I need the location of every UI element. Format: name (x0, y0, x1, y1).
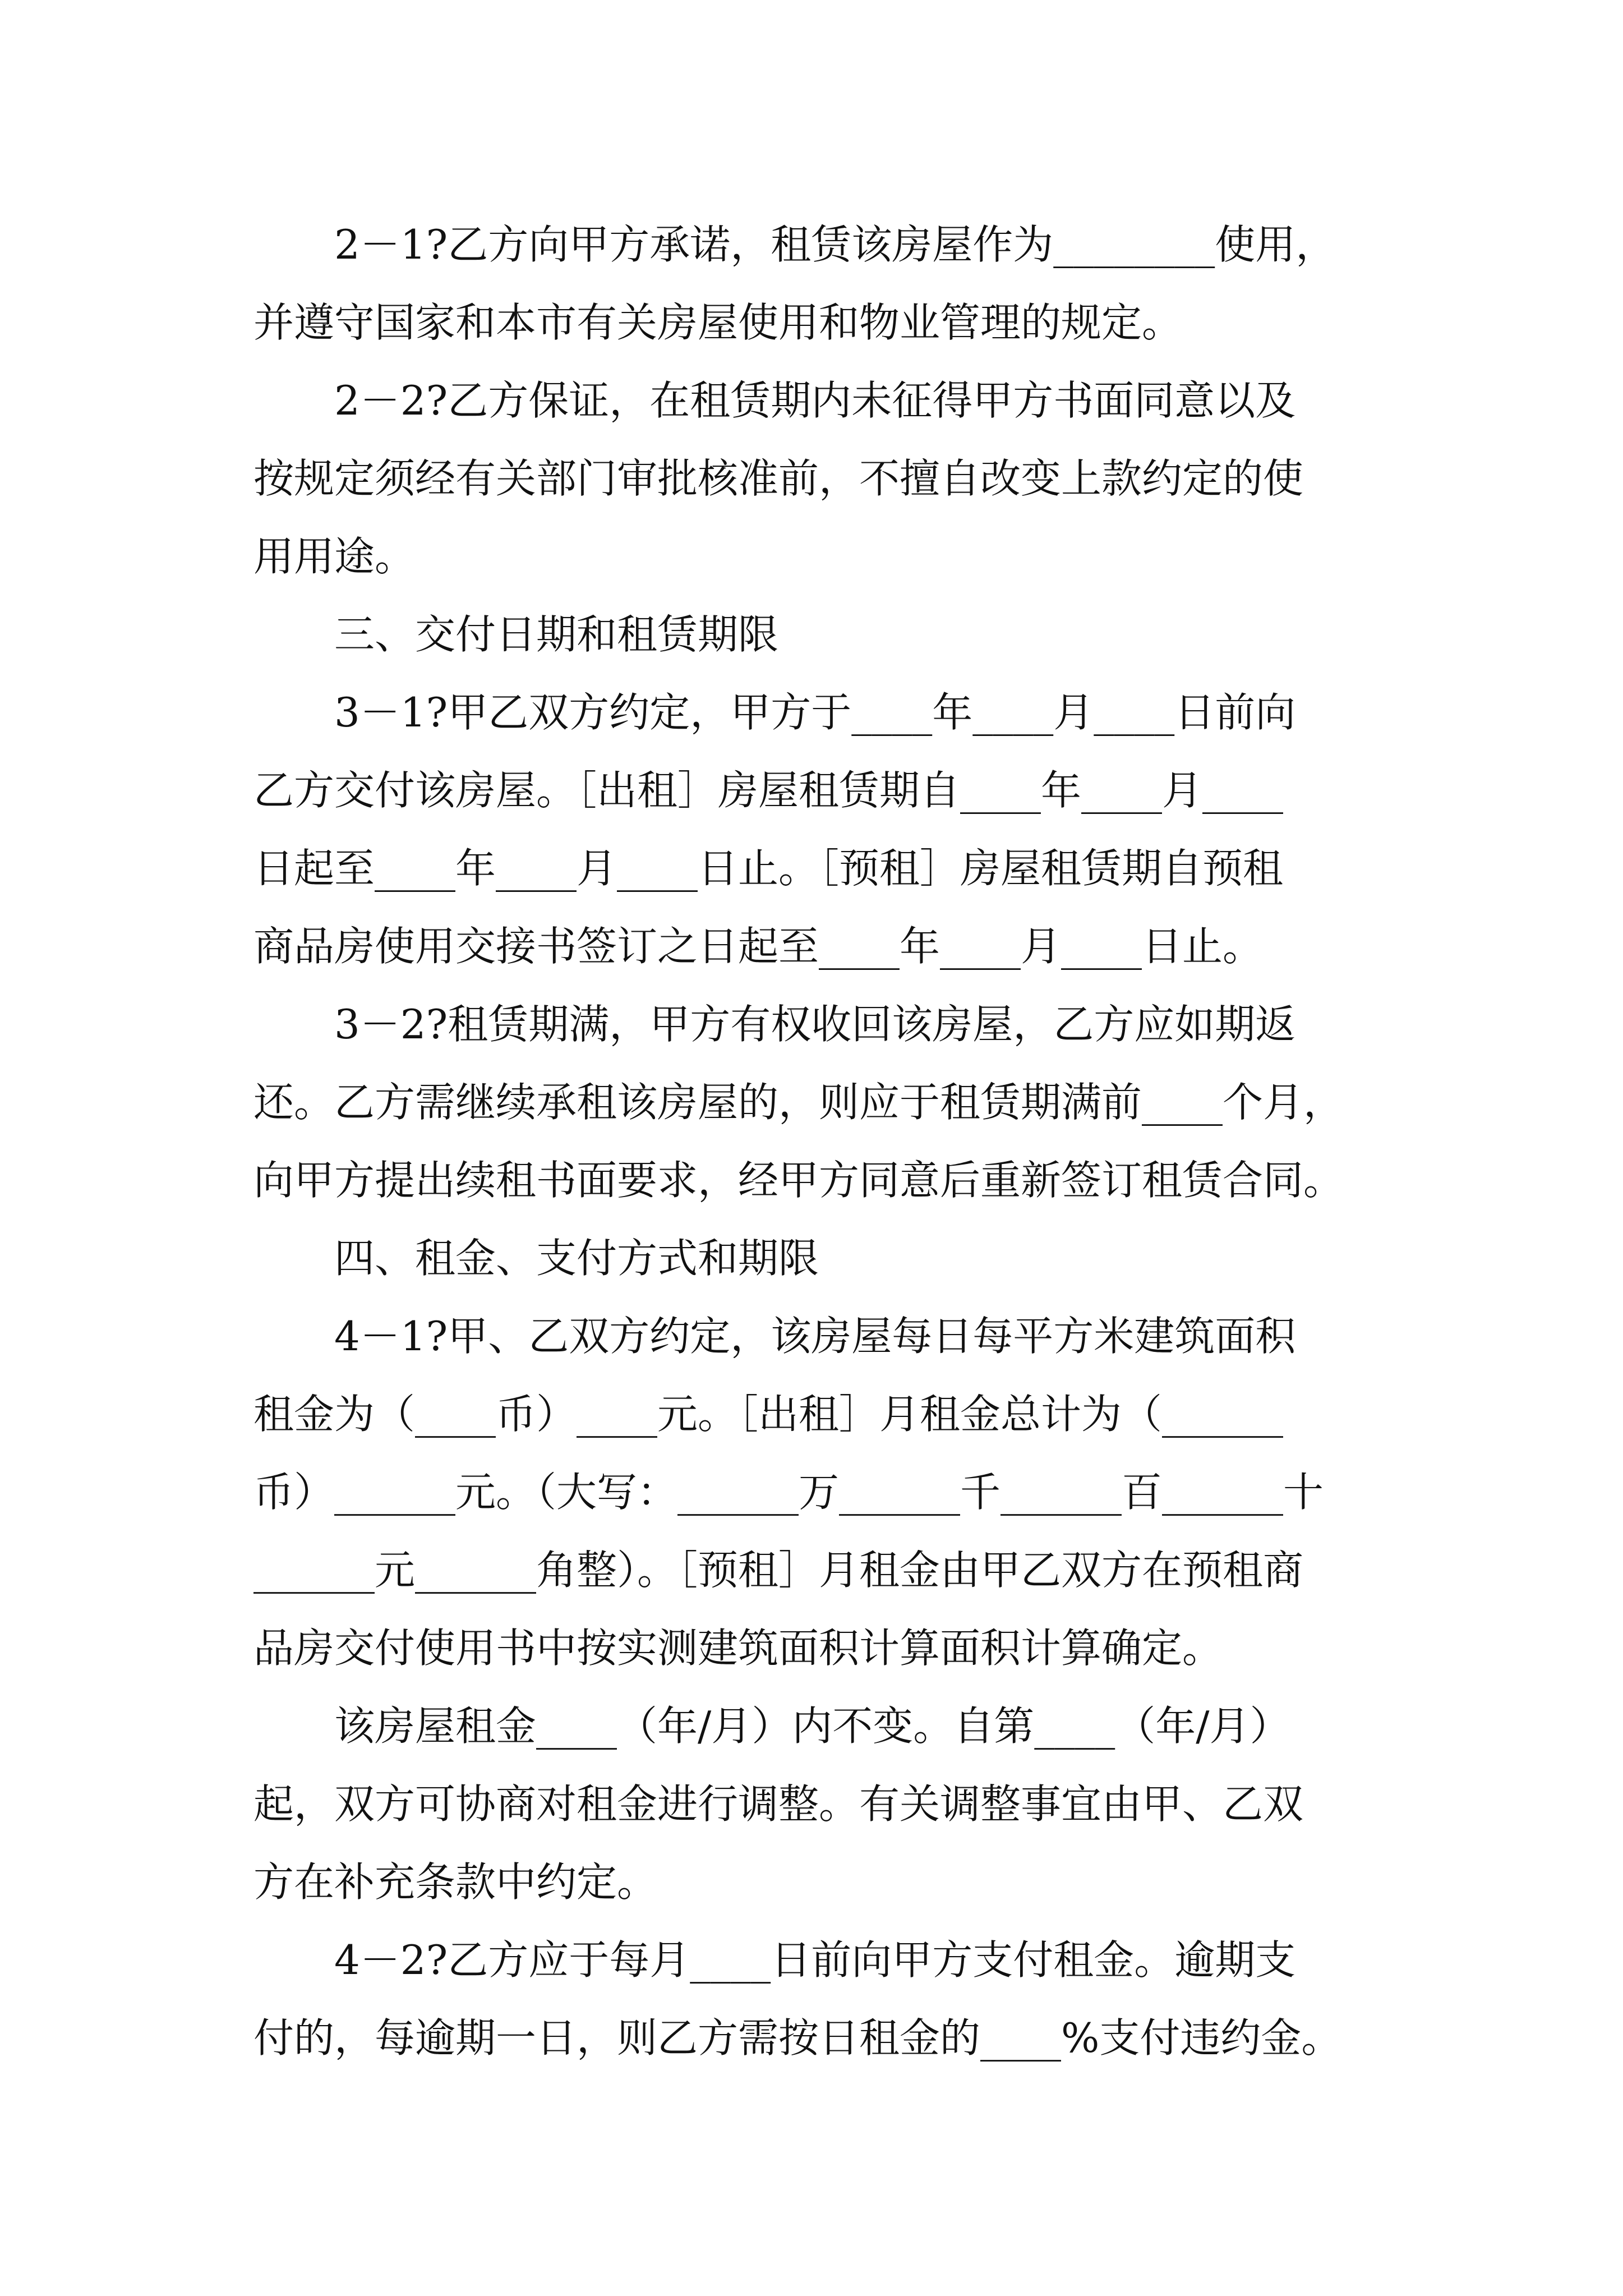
clause-4-1-line-3: 币）______元。（大写：______万______千______百______十 (253, 1469, 1324, 1516)
clause-2-2-line-3: 用用途。 (253, 533, 416, 580)
clause-4-2-line-1: 4－2?乙方应于每月____日前向甲方支付租金。逾期支 (334, 1936, 1296, 1984)
clause-3-2-line-1: 3－2?租赁期满，甲方有权收回该房屋，乙方应如期返 (334, 1001, 1296, 1048)
clause-3-2-line-2: 还。乙方需继续承租该房屋的，则应于租赁期满前____个月， (253, 1079, 1344, 1126)
section-3-heading: 三、交付日期和租赁期限 (334, 611, 779, 658)
clause-2-1-line-1: 2－1?乙方向甲方承诺，租赁该房屋作为________使用， (334, 221, 1336, 268)
clause-4-1-line-5: 品房交付使用书中按实测建筑面积计算面积计算确定。 (253, 1625, 1223, 1672)
clause-3-1-line-4: 商品房使用交接书签订之日起至____年____月____日止。 (253, 923, 1264, 970)
clause-2-1-line-2: 并遵守国家和本市有关房屋使用和物业管理的规定。 (253, 299, 1183, 346)
rent-adjust-line-1: 该房屋租金____（年/月）内不变。自第____（年/月） (334, 1703, 1290, 1750)
clause-3-2-line-3: 向甲方提出续租书面要求，经甲方同意后重新签订租赁合同。 (253, 1157, 1344, 1204)
clause-2-2-line-1: 2－2?乙方保证，在租赁期内未征得甲方书面同意以及 (334, 377, 1296, 424)
section-4-heading: 四、租金、支付方式和期限 (334, 1235, 819, 1282)
clause-4-1-line-1: 4－1?甲、乙双方约定，该房屋每日每平方米建筑面积 (334, 1313, 1296, 1360)
clause-3-1-line-3: 日起至____年____月____日止。［预租］房屋租赁期自预租 (253, 845, 1284, 892)
clause-2-2-line-2: 按规定须经有关部门审批核准前，不擅自改变上款约定的使 (253, 455, 1304, 502)
clause-3-1-line-2: 乙方交付该房屋。［出租］房屋租赁期自____年____月____ (253, 767, 1284, 814)
clause-3-1-line-1: 3－1?甲乙双方约定，甲方于____年____月____日前向 (334, 689, 1296, 736)
rent-adjust-line-3: 方在补充条款中约定。 (253, 1858, 658, 1906)
clause-4-2-line-2: 付的，每逾期一日，则乙方需按日租金的____%支付违约金。 (253, 2014, 1342, 2062)
clause-4-1-line-4: ______元______角整）。［预租］月租金由甲乙双方在预租商 (253, 1547, 1304, 1594)
rent-adjust-line-2: 起，双方可协商对租金进行调整。有关调整事宜由甲、乙双 (253, 1780, 1304, 1828)
clause-4-1-line-2: 租金为（____币）____元。［出租］月租金总计为（______ (253, 1391, 1284, 1438)
